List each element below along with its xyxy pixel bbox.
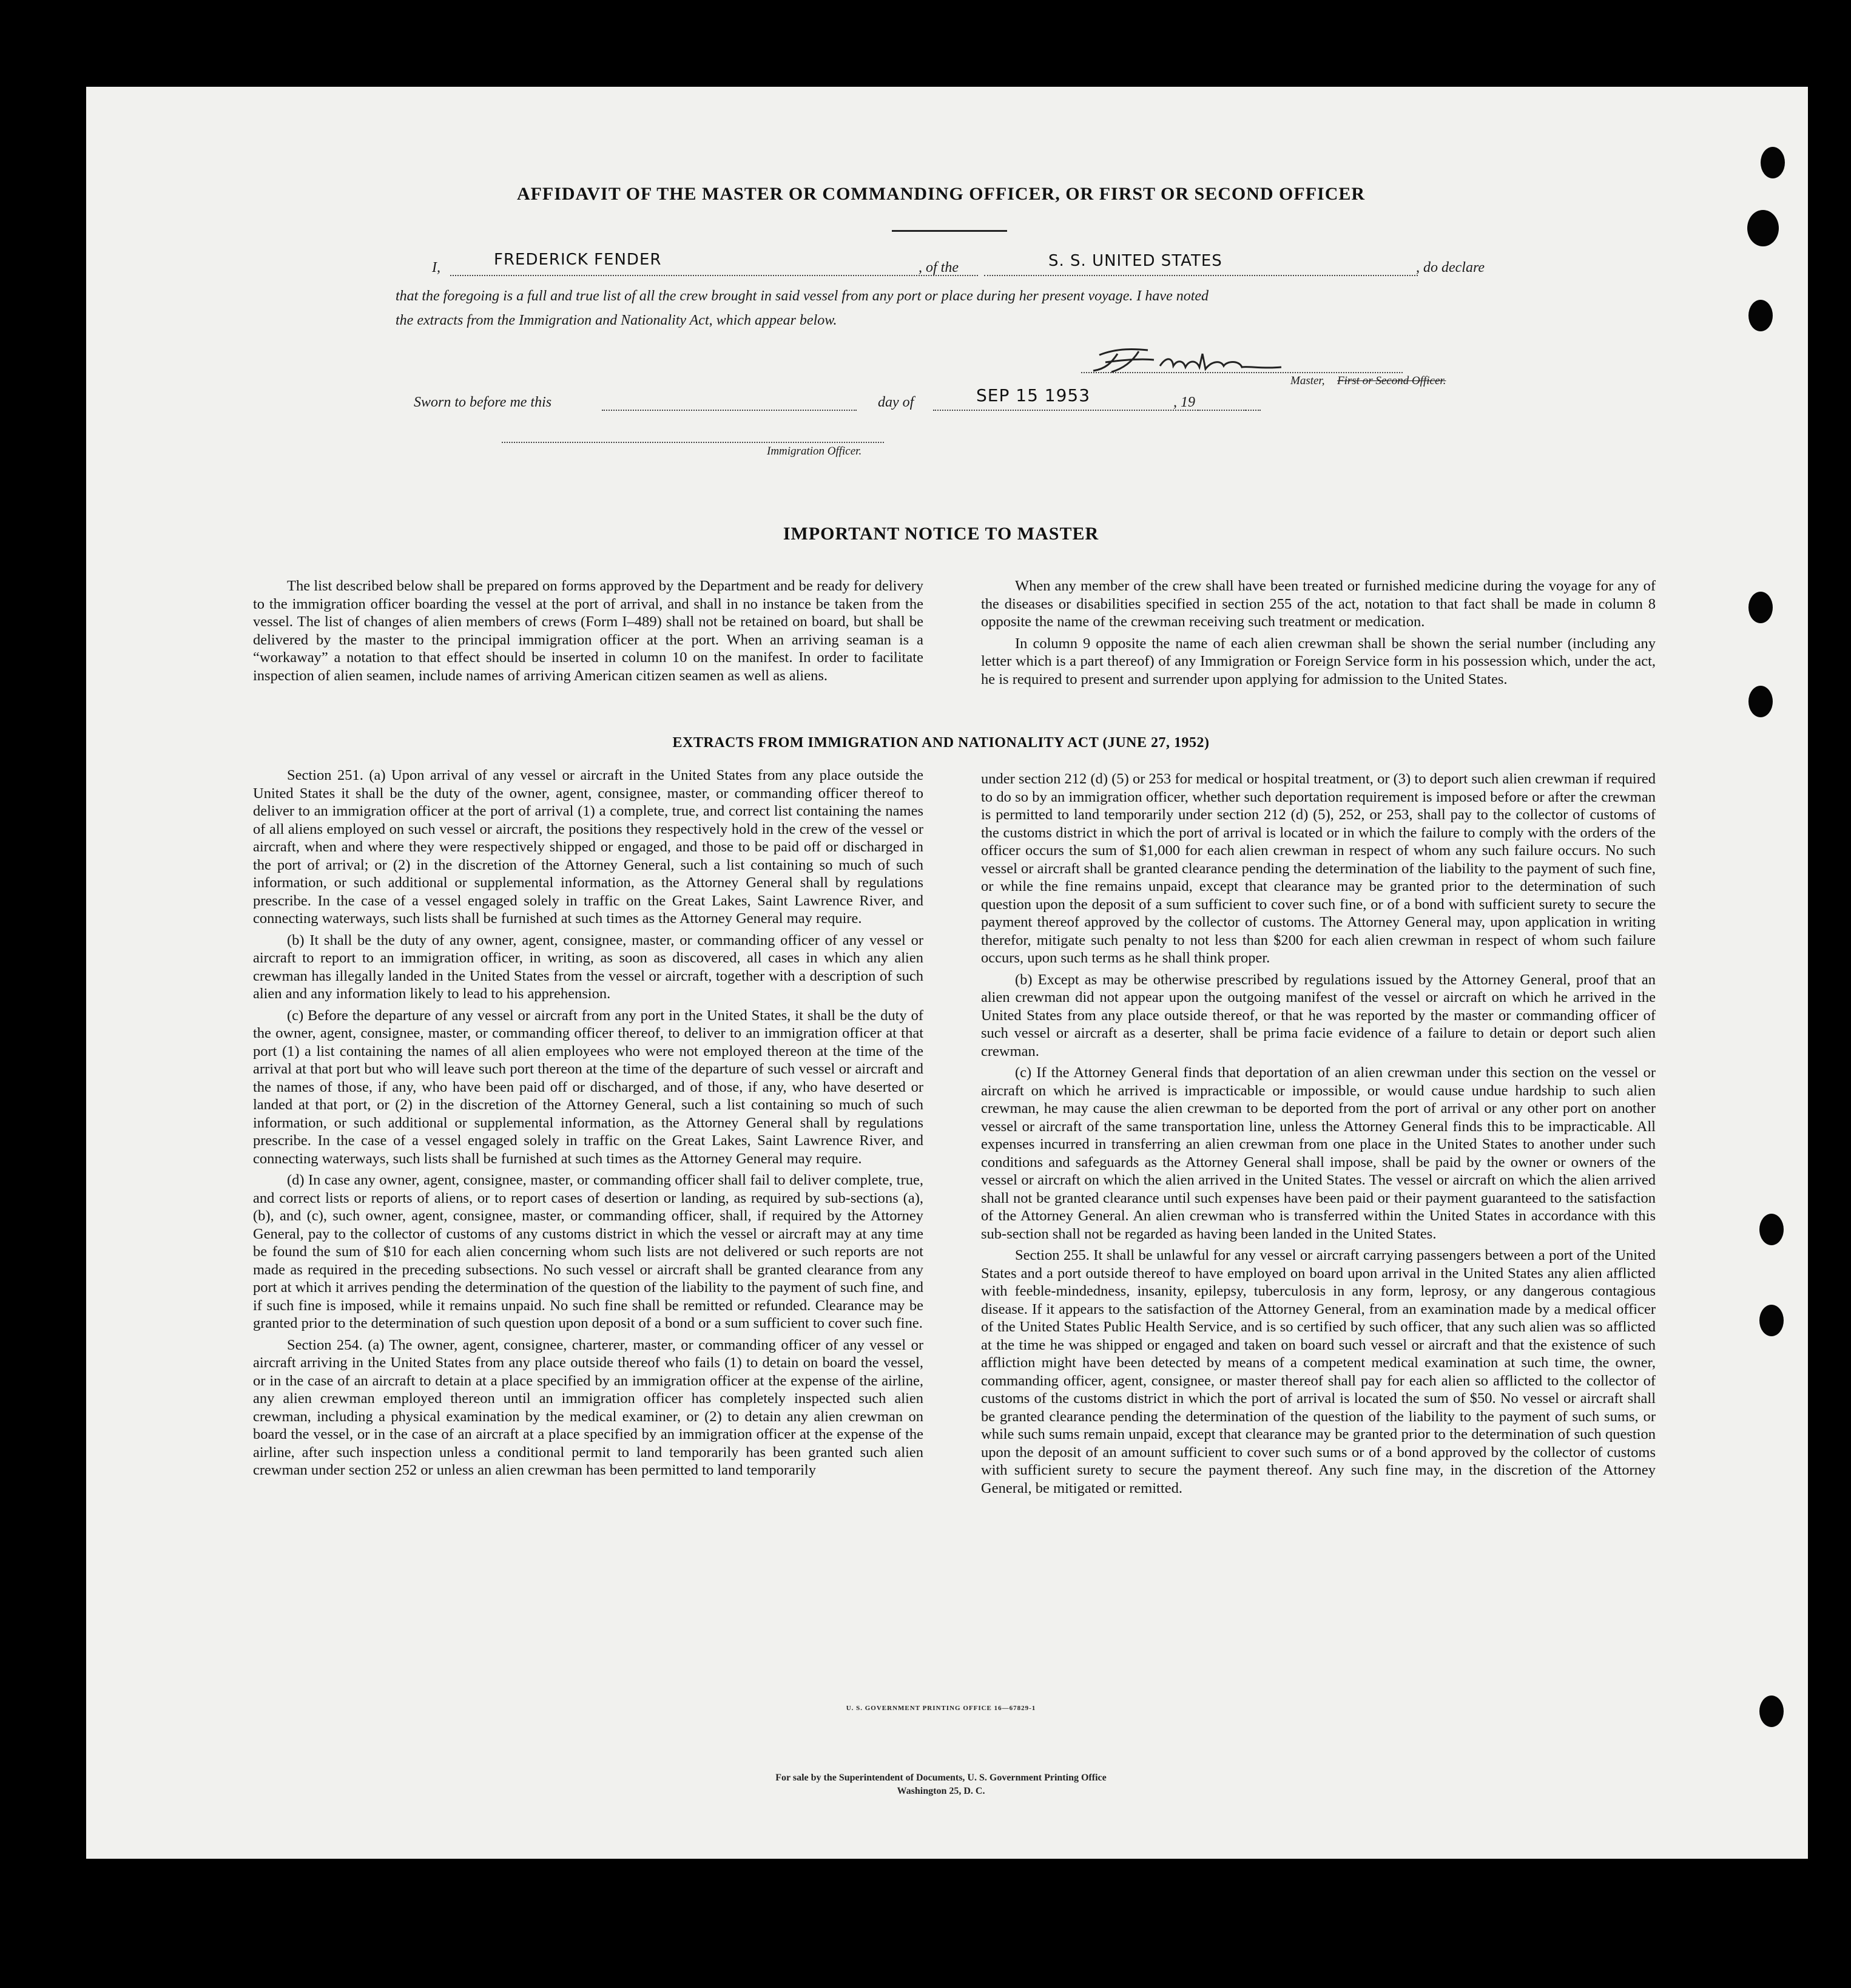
notice-left-paragraph: The list described below shall be prepared on forms approved by the Department and be ready for delivery to the immigration officer boarding the vessel at the port of arrival, and shall in no instance be taken from the vessel. The list of changes of alien members of crews (Form I–489) shall not be retained on board, but shall be delivered by the master to the principal immigration officer at the port. When an arriving seaman is a “workaway” a notation to that effect should be inserted in column 10 on the manifest. In order to facilitate inspection of alien seamen, include names of arriving American citizen seamen as well as aliens. — [253, 578, 923, 684]
notice-right-paragraph-1: When any member of the crew shall have been treated or furnished medicine during the voyage for any of the diseases or disabilities specified in section 255 of the act, notation to that fact shall be made in column 8 opposite the name of the crewman receiving such treatment or medication. — [981, 578, 1656, 630]
title-rule — [892, 230, 1007, 232]
punch-hole — [1759, 1214, 1784, 1245]
sworn-year-line — [1198, 410, 1246, 411]
form-sheet — [86, 87, 1808, 1859]
sworn-year-prefix: , 19 — [1173, 394, 1195, 410]
affidavit-title: AFFIDAVIT OF THE MASTER OR COMMANDING OFFICER, OR FIRST OR SECOND OFFICER — [516, 184, 1366, 204]
declaration-line-3: the extracts from the Immigration and Nationality Act, which appear below. — [396, 313, 837, 328]
sworn-day-line — [602, 410, 857, 411]
master-name: FREDERICK FENDER — [494, 251, 662, 269]
notice-right-paragraph-2: In column 9 opposite the name of each alien crewman shall be shown the serial number (including any letter which is a part thereof) of any Immigration or Foreign Service form in his possession which, under the act, he is required to present and surrender upon applying for admission to the United States. — [981, 635, 1656, 688]
punch-hole — [1761, 147, 1785, 178]
section-254-b: (b) Except as may be otherwise prescribed by regulations issued by the Attorney General, proof that an alien crewman did not appear upon the outgoing manifest of the vessel or aircraft on which he arrived in the United States from any place outside thereof, or that he was reported by the master or commanding officer of such vessel or aircraft as a deserter, shall be prima facie evidence of a failure to detain or deport such alien crewman. — [981, 971, 1656, 1060]
section-251-c: (c) Before the departure of any vessel or aircraft from any port in the United States, it shall be the duty of the owner, agent, consignee, master, or commanding officer thereof, to deliver to an immigration officer at that port (1) a list containing the names of all alien employees who were not employed thereon at the time of the arrival at that port but who will leave such port thereon at the time of the departure of such vessel or aircraft and the names of those, if any, who have been paid off or discharged, and of those, if any, who have deserted or landed at that port, or (2) in the discretion of the Attorney General, such a list containing so much of such information, or such additional or supplemental information, as the Attorney General shall by regulations prescribe. In the case of a vessel engaged solely in traffic on the Great Lakes, Saint Lawrence River, and connecting waterways, such lists shall be furnished at such times as the Attorney General may require. — [253, 1007, 923, 1167]
notice-right-column — [981, 577, 1656, 692]
section-251-b: (b) It shall be the duty of any owner, agent, consignee, master, or commanding officer of any vessel or aircraft to report to an immigration officer, in writing, as soon as discovered, all cases in which any alien crewman has illegally landed in the United States from the vessel or aircraft, together with a description of such alien and any information likely to lead to his apprehension. — [253, 931, 923, 1002]
declaration-prefix: I, — [432, 260, 440, 276]
notice-left-column — [253, 577, 923, 688]
vessel-line — [984, 275, 1418, 276]
sworn-date-stamp: SEP 15 1953 — [976, 385, 1091, 405]
printing-office-imprint: U. S. GOVERNMENT PRINTING OFFICE 16—67829-1 — [846, 1705, 1036, 1712]
punch-hole — [1748, 592, 1773, 623]
section-255: Section 255. It shall be unlawful for any vessel or aircraft carrying passengers between a port of the United States and a port outside thereof to have employed on board upon arrival in the United States any alien afflicted with feeble-mindedness, insanity, epilepsy, tuberculosis in any form, leprosy, or any dangerous contagious disease. If it appears to the satisfaction of the Attorney General, from an examination made by a medical officer of the United States Public Health Service, and is so certified by such officer, that any such alien was so afflicted at the time he was shipped or engaged and taken on board such vessel or aircraft and that the existence of such affliction might have been detected by means of a competent medical examination at such time, the owner, commanding officer, agent, consignee, or master thereof shall pay for each alien so afflicted to the collector of customs of the customs district in which the port of arrival is located the sum of $50. No vessel or aircraft shall be granted clearance pending the determination of the question of the liability to the payment of such sums, or while such sums remain unpaid, except that clearance may be granted prior to the determination of such question upon the deposit of an amount sufficient to cover such sums or of a bond approved by the collector of customs with sufficient surety to secure the payment thereof. Any such fine may, in the discretion of the Attorney General, be mitigated or remitted. — [981, 1247, 1656, 1496]
sale-line-2: Washington 25, D. C. — [897, 1786, 985, 1796]
officer-signature-line — [502, 442, 884, 443]
declaration-line-2: that the foregoing is a full and true list of all the crew brought in said vessel from any port or place during her present voyage. I have noted — [396, 288, 1209, 304]
declaration-suffix: , do declare — [1416, 260, 1485, 276]
punch-hole — [1759, 1696, 1784, 1727]
section-251-d: (d) In case any owner, agent, consignee, master, or commanding officer shall fail to deliver complete, true, and correct lists or reports of aliens, or to report cases of desertion or landing, as required by sub-sections (a), (b), and (c), such owner, agent, consignee, master, or commanding officer, shall, if required by the Attorney General, pay to the collector of customs of any customs district in which the vessel or aircraft may at any time be found the sum of $10 for each alien concerning whom such lists are not delivered or such reports are not made as required in the preceding subsections. No such vessel or aircraft shall be granted clearance from any port at which it arrives pending the determination of the question of the liability to the payment of such fine, and if such fine is imposed, while it remains unpaid. No such fine shall be remitted or refunded. Clearance may be granted prior to the determination of such question upon deposit of a bond or a sum sufficient to cover such fine. — [253, 1172, 923, 1331]
vessel-name: S. S. UNITED STATES — [1048, 252, 1222, 270]
immigration-officer-caption: Immigration Officer. — [767, 445, 862, 458]
punch-hole — [1748, 300, 1773, 331]
punch-hole — [1759, 1305, 1784, 1336]
section-254-c: (c) If the Attorney General finds that deportation of an alien crewman under this section on the vessel or aircraft on which he arrived is impracticable or impossible, or would cause undue hardship to such alien crewman, he may cause the alien crewman to be deported from the port of arrival or any other port on another vessel or aircraft of the same transportation line, unless the Attorney General finds this to be impracticable. All expenses incurred in transferring an alien crewman from one place in the United States to another under such conditions and safeguards as the Attorney General shall impose, shall be paid by the owner or owners of the vessel or aircraft on which the alien arrived in the United States. The vessel or aircraft on which the alien arrived shall not be granted clearance until such expenses have been paid or their payment guaranteed to the satisfaction of the Attorney General. An alien crewman who is transferred within the United States in accordance with this sub-section shall not be regarded as having been landed in the United States. — [981, 1064, 1656, 1242]
signature-caption-master: Master, — [1290, 374, 1325, 387]
section-251-a: Section 251. (a) Upon arrival of any vessel or aircraft in the United States from any place outside the United States it shall be the duty of the owner, agent, consignee, master, or commanding officer thereof to deliver to an immigration officer at the port of arrival (1) a complete, true, and correct list containing the names of all aliens employed on such vessel or aircraft, the positions they respectively hold in the crew of the vessel or aircraft, when and where they were respectively shipped or engaged, and those to be paid off or discharged in the port of arrival; or (2) in the discretion of the Attorney General, such a list containing so much of such information, or such additional or supplemental information, as the Attorney General shall by regulations prescribe. In the case of a vessel engaged solely in traffic on the Great Lakes, Saint Lawrence River, and connecting waterways, such lists shall be furnished at such times as the Attorney General may require. — [253, 767, 923, 927]
sale-line-1: For sale by the Superintendent of Documents, U. S. Government Printing Office — [775, 1773, 1107, 1783]
sworn-prefix: Sworn to before me this — [414, 394, 552, 410]
section-254-a-continued: under section 212 (d) (5) or 253 for medical or hospital treatment, or (3) to deport such alien crewman if required to do so by an immigration officer, whether such deportation requirement is imposed before or after the crewman is permitted to land temporarily under section 212 (d) (5), 252, or 253, shall pay to the collector of customs of the customs district in which the port of arrival is located or in which the failure to comply with the orders of the officer occurs the sum of $1,000 for each alien crewman in respect of whom any such failure occurs. No such vessel or aircraft shall be granted clearance pending the determination of the liability to the payment of such fine, or while the fine remains unpaid, except that clearance may be granted prior to the determination of such question upon the deposit of a sum sufficient to cover such fine, or of a bond with sufficient surety to secure the payment thereof approved by the collector of customs. The Attorney General may, upon application in writing therefor, mitigate such penalty to not less than $200 for each alien crewman in respect of whom such failure occurs, upon such terms as he shall think proper. — [981, 771, 1656, 966]
master-name-line — [450, 275, 978, 276]
extracts-right-column — [981, 770, 1656, 1501]
notice-heading: IMPORTANT NOTICE TO MASTER — [783, 524, 1099, 544]
extracts-heading: EXTRACTS FROM IMMIGRATION AND NATIONALITY ACT (JUNE 27, 1952) — [672, 735, 1210, 751]
sworn-day-of: day of — [878, 394, 914, 410]
declaration-of-the: , of the — [919, 260, 959, 276]
extracts-left-column — [253, 766, 923, 1483]
punch-hole — [1747, 210, 1779, 246]
signature-caption-struck: First or Second Officer. — [1337, 374, 1446, 387]
punch-hole — [1748, 686, 1773, 717]
section-254-a: Section 254. (a) The owner, agent, consignee, charterer, master, or commanding officer of any vessel or aircraft arriving in the United States from any place outside thereof who fails (1) to detain on board the vessel, or in the case of an aircraft to detain at a place specified by an immigration officer at the expense of the airline, any alien crewman employed thereon until an immigration officer has completely inspected such alien crewman, including a physical examination by the medical examiner, or (2) to detain any alien crewman on board the vessel, or in the case of an aircraft at a place specified by an immigration officer at the expense of the airline, after such inspection unless a conditional permit to land temporarily has been granted such alien crewman under section 252 or unless an alien crewman has been permitted to land temporarily — [253, 1336, 923, 1478]
signature-line — [1081, 372, 1403, 373]
